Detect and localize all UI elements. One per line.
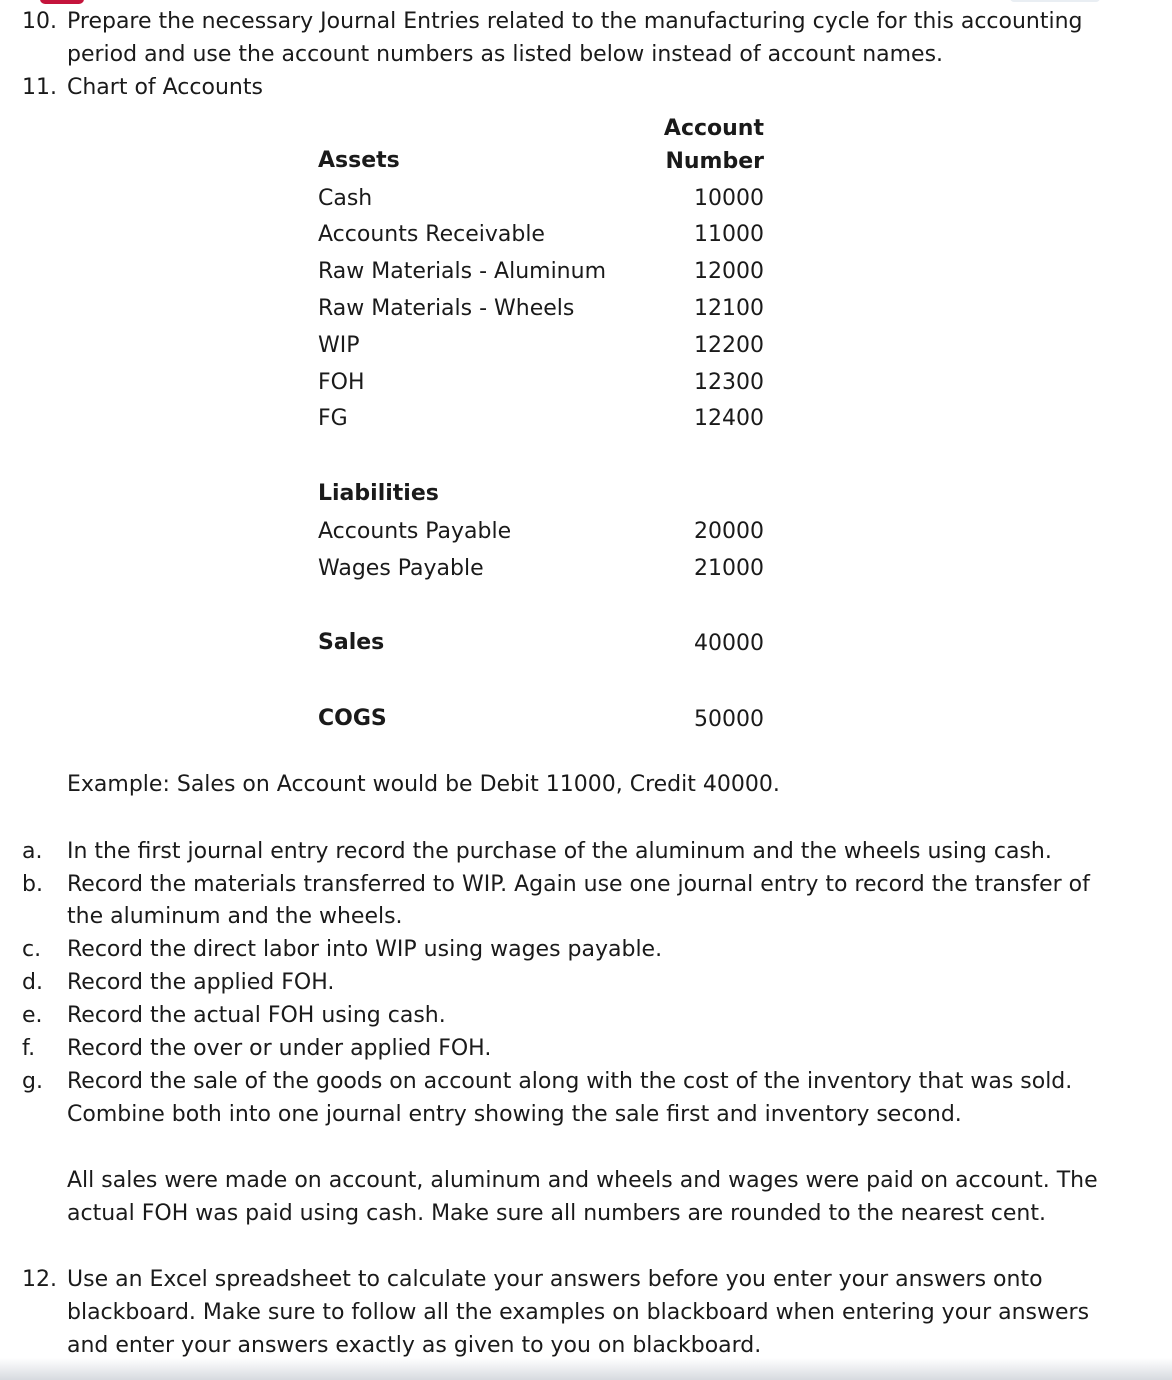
section-heading: Liabilities	[318, 481, 439, 506]
note-text: actual FOH was paid using cash. Make sure all numbers are rounded to the nearest cent.	[67, 1201, 1046, 1226]
item-text: period and use the account numbers as listed below instead of account names.	[67, 42, 944, 67]
account-name: Raw Materials - Wheels	[318, 296, 575, 321]
item-text: Use an Excel spreadsheet to calculate your answers before you enter your answers onto	[67, 1267, 1043, 1292]
account-number: 50000	[694, 707, 764, 732]
account-name: Cash	[318, 186, 373, 211]
list-item: Record the applied FOH.	[67, 970, 335, 995]
list-letter: c.	[22, 937, 42, 962]
list-item: the aluminum and the wheels.	[67, 904, 403, 929]
section-heading: Assets	[318, 148, 400, 173]
item-text: blackboard. Make sure to follow all the examples on blackboard when entering your answers	[67, 1300, 1090, 1325]
account-number: 12400	[694, 406, 764, 431]
list-item: Record the direct labor into WIP using wages payable.	[67, 937, 663, 962]
list-letter: f.	[22, 1036, 36, 1061]
account-name: FOH	[318, 370, 365, 395]
account-number: 12300	[694, 370, 764, 395]
account-name: FG	[318, 406, 348, 431]
column-header: Account	[663, 116, 764, 141]
list-item: Combine both into one journal entry showing the sale first and inventory second.	[67, 1102, 962, 1127]
list-item: Record the sale of the goods on account along with the cost of the inventory that was sold.	[67, 1069, 1073, 1094]
list-letter: a.	[22, 839, 43, 864]
account-number: 20000	[694, 519, 764, 544]
item-text: and enter your answers exactly as given to you on blackboard.	[67, 1333, 762, 1358]
list-item: Record the materials transferred to WIP. Again use one journal entry to record the transfer of	[67, 872, 1090, 897]
list-item: Record the actual FOH using cash.	[67, 1003, 446, 1028]
account-number: 12100	[694, 296, 764, 321]
item-number: 11.	[22, 75, 57, 100]
account-number: 12200	[694, 333, 764, 358]
item-text: Prepare the necessary Journal Entries related to the manufacturing cycle for this accounting	[67, 9, 1083, 34]
item-number: 10.	[22, 9, 57, 34]
list-letter: g.	[22, 1069, 43, 1094]
list-letter: d.	[22, 970, 43, 995]
column-header: Number	[665, 149, 764, 174]
account-number: 12000	[694, 259, 764, 284]
account-number: 40000	[694, 631, 764, 656]
account-name: Wages Payable	[318, 556, 484, 581]
account-name: Raw Materials - Aluminum	[318, 259, 606, 284]
list-item: Record the over or under applied FOH.	[67, 1036, 492, 1061]
account-name: WIP	[318, 333, 360, 358]
account-number: 11000	[694, 222, 764, 247]
section-heading: COGS	[318, 706, 387, 731]
example-text: Example: Sales on Account would be Debit 11000, Credit 40000.	[67, 772, 780, 797]
decorative-mark	[40, 0, 84, 4]
account-name: Accounts Payable	[318, 519, 512, 544]
list-letter: e.	[22, 1003, 43, 1028]
note-text: All sales were made on account, aluminum and wheels and wages were paid on account. The	[67, 1168, 1098, 1193]
list-letter: b.	[22, 872, 43, 897]
page-edge-shadow	[0, 1358, 1172, 1380]
item-number: 12.	[22, 1267, 57, 1292]
section-heading: Sales	[318, 630, 385, 655]
decorative-mark	[1010, 0, 1100, 2]
item-text: Chart of Accounts	[67, 75, 263, 100]
list-item: In the first journal entry record the purchase of the aluminum and the wheels using cash.	[67, 839, 1052, 864]
account-number: 10000	[694, 186, 764, 211]
account-name: Accounts Receivable	[318, 222, 545, 247]
account-number: 21000	[694, 556, 764, 581]
